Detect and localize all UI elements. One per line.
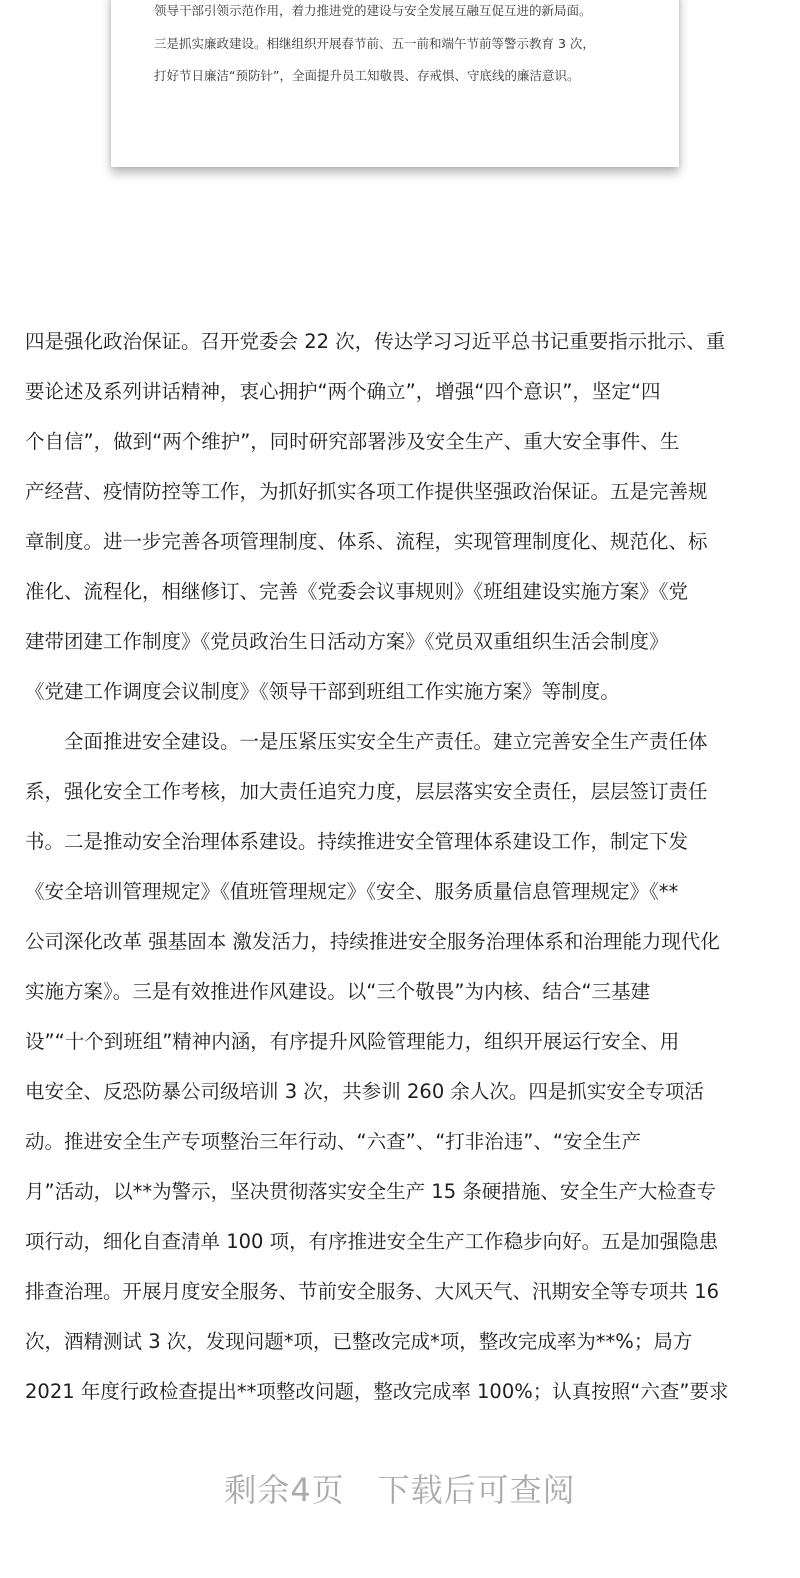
remaining-pages-notice[interactable]: 剩余4页 下载后可查阅 xyxy=(224,1471,576,1509)
body-line: 建带团建工作制度》《党员政治生日活动方案》《党员双重组织生活会制度》 xyxy=(25,630,669,653)
body-line: 电安全、反恐防暴公司级培训 3 次，共参训 260 余人次。四是抓实安全专项活 xyxy=(25,1080,704,1103)
body-line: 准化、流程化，相继修订、完善《党委会议事规则》《班组建设实施方案》《党 xyxy=(25,580,689,603)
body-line: 章制度。进一步完善各项管理制度、体系、流程，实现管理制度化、规范化、标 xyxy=(25,530,708,553)
body-line: 要论述及系列讲话精神，衷心拥护“两个确立”，增强“四个意识”，坚定“四 xyxy=(25,380,661,403)
preview-line-3: 打好节日廉洁“预防针”，全面提升员工知敬畏、存戒惧、守底线的廉洁意识。 xyxy=(154,68,580,83)
preview-page-card xyxy=(111,0,679,167)
preview-line-2: 三是抓实廉政建设。相继组织开展春节前、五一前和端午节前等警示教育 3 次， xyxy=(154,36,595,51)
body-line: 四是强化政治保证。召开党委会 22 次，传达学习习近平总书记重要指示批示、重 xyxy=(25,330,726,353)
body-line: 实施方案》。三是有效推进作风建设。以“三个敬畏”为内核、结合“三基建 xyxy=(25,980,651,1003)
body-line: 个自信”，做到“两个维护”，同时研究部署涉及安全生产、重大安全事件、生 xyxy=(25,430,680,453)
body-line: 书。二是推动安全治理体系建设。持续推进安全管理体系建设工作，制定下发 xyxy=(25,830,689,853)
body-line: 《党建工作调度会议制度》《领导干部到班组工作实施方案》等制度。 xyxy=(25,680,620,703)
body-line: 排查治理。开展月度安全服务、节前安全服务、大风天气、汛期安全等专项共 16 xyxy=(25,1280,720,1303)
body-line: 系，强化安全工作考核，加大责任追究力度，层层落实安全责任，层层签订责任 xyxy=(25,780,708,803)
body-line: 全面推进安全建设。一是压紧压实安全生产责任。建立完善安全生产责任体 xyxy=(25,730,708,753)
body-line: 公司深化改革 强基固本 激发活力，持续推进安全服务治理体系和治理能力现代化 xyxy=(25,930,720,953)
body-line: 次，酒精测试 3 次，发现问题*项，已整改完成*项，整改完成率为**%；局方 xyxy=(25,1330,693,1353)
body-line: 《安全培训管理规定》《值班管理规定》《安全、服务质量信息管理规定》《** xyxy=(25,880,679,903)
body-line: 2021 年度行政检查提出**项整改问题，整改完成率 100%；认真按照“六查”要求 xyxy=(25,1380,729,1403)
body-line: 项行动，细化自查清单 100 项，有序推进安全生产工作稳步向好。五是加强隐患 xyxy=(25,1230,719,1253)
body-line: 月”活动，以**为警示，坚决贯彻落实安全生产 15 条硬措施、安全生产大检查专 xyxy=(25,1180,716,1203)
preview-line-1: 领导干部引领示范作用，着力推进党的建设与安全发展互融互促互进的新局面。 xyxy=(154,3,592,18)
body-line: 设”“十个到班组”精神内涵，有序提升风险管理能力，组织开展运行安全、用 xyxy=(25,1030,680,1053)
body-line: 动。推进安全生产专项整治三年行动、“六查”、“打非治违”、“安全生产 xyxy=(25,1130,642,1153)
body-line: 产经营、疫情防控等工作，为抓好抓实各项工作提供坚强政治保证。五是完善规 xyxy=(25,480,708,503)
